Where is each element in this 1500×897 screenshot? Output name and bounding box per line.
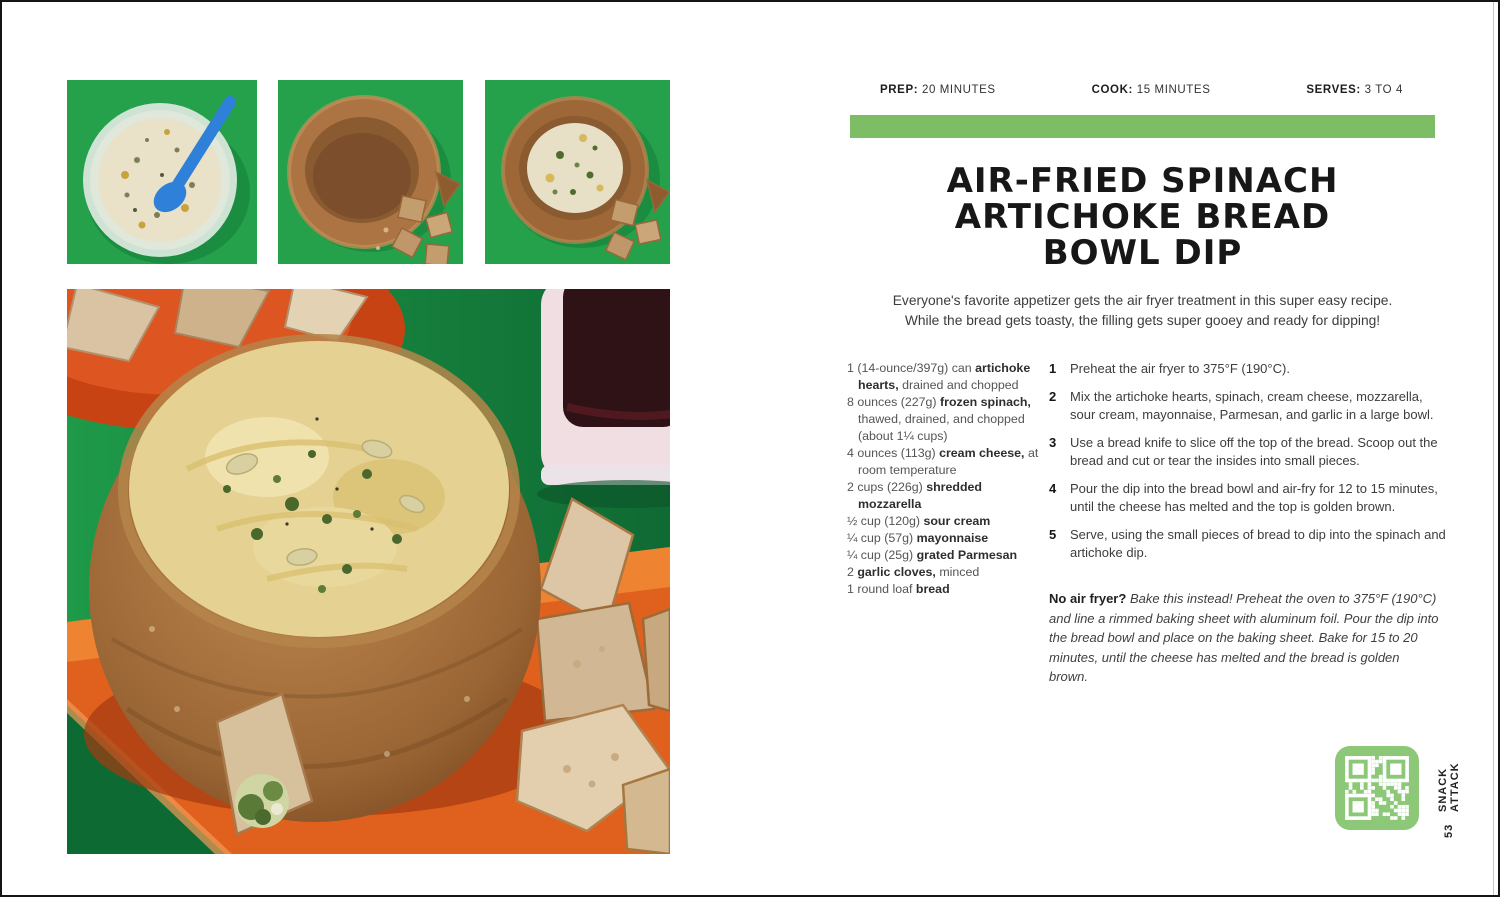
serves-label: SERVES:: [1306, 84, 1361, 96]
note-text: Bake this instead! Preheat the oven to 375°F (190°C) and line a rimmed baking sheet with aluminum foil. Pour the dip into the bread bowl and place on the baking sheet. Bake for 15 to 20 minutes, until the cheese has melted and the bread is golden brown.: [1049, 591, 1439, 684]
step-text: Use a bread knife to slice off the top of the bread. Scoop out the bread and cut or tear the insides into small pieces.: [1070, 434, 1438, 468]
step-number: 4: [1049, 480, 1057, 496]
qr-code-graphic: [1335, 742, 1419, 834]
title-line: BOWL DIP: [1042, 233, 1243, 273]
title-line: ARTICHOKE BREAD: [954, 197, 1331, 237]
serves: [1306, 84, 1403, 96]
qr-code: [1335, 742, 1419, 834]
page-edge-line: [1493, 2, 1494, 895]
step-number: 2: [1049, 388, 1057, 404]
hollowed-bread-illustration: [278, 80, 463, 264]
recipe-title: [850, 163, 1435, 271]
step-text: Pour the dip into the bread bowl and air-fry for 12 to 15 minutes, until the cheese has melted and the top is golden brown.: [1070, 480, 1438, 514]
steps-list: [1049, 360, 1447, 572]
recipe-step: [1049, 388, 1447, 425]
no-air-fryer-note: [1049, 589, 1441, 687]
note-label: No air fryer?: [1049, 591, 1127, 606]
recipe-intro: [830, 291, 1455, 330]
prep-label: PREP:: [880, 84, 919, 96]
cook-time: [1092, 84, 1211, 96]
recipe-step: [1049, 360, 1447, 379]
ingredient-line: 2 cups (226g) shredded mozzarella: [847, 480, 982, 511]
step-number: 3: [1049, 434, 1057, 450]
main-photo-illustration: [67, 289, 670, 854]
cook-label: COOK:: [1091, 84, 1133, 96]
air-fryer: [537, 289, 670, 508]
recipe-step: [1049, 434, 1447, 471]
filled-bread-illustration: [485, 80, 670, 264]
ingredient-line: ¼ cup (57g) mayonnaise: [847, 531, 989, 545]
main-photo-bread-bowl-dip: [67, 289, 670, 854]
section-title: SNACK ATTACK: [1437, 762, 1461, 812]
dip-bowl-illustration: [67, 80, 257, 264]
title-line: AIR-FRIED SPINACH: [946, 161, 1339, 201]
serves-value: 3 TO 4: [1364, 84, 1403, 96]
ingredient-line: 4 ounces (113g) cream cheese, at room temperature: [847, 446, 1039, 477]
bread-bowl: [89, 339, 541, 822]
ingredient-line: 1 round loaf bread: [847, 582, 950, 596]
step-number: 1: [1049, 361, 1057, 376]
intro-line: While the bread gets toasty, the filling gets super gooey and ready for dipping!: [904, 312, 1381, 328]
prep-time: [880, 84, 996, 96]
intro-line: Everyone's favorite appetizer gets the air fryer treatment in this super easy recipe.: [892, 293, 1393, 308]
step-text: Preheat the air fryer to 375°F (190°C).: [1070, 361, 1290, 376]
page-number: 53: [1443, 823, 1455, 838]
step-photo-dip-bowl: [67, 80, 257, 264]
accent-bar: [850, 115, 1435, 138]
ingredient-line: ¼ cup (25g) grated Parmesan: [847, 548, 1018, 562]
ingredient-line: 1 (14-ounce/397g) can artichoke hearts, drained and chopped: [847, 361, 1031, 392]
page-footer: [1437, 738, 1461, 838]
step-number: 5: [1049, 526, 1057, 542]
ingredients-list: [847, 360, 1045, 598]
recipe-meta: [850, 84, 1435, 96]
recipe-step: [1049, 526, 1447, 563]
prep-value: 20 MINUTES: [921, 84, 996, 96]
ingredient-line: ½ cup (120g) sour cream: [847, 514, 991, 528]
cook-value: 15 MINUTES: [1136, 84, 1211, 96]
ingredient-line: 2 garlic cloves, minced: [847, 565, 980, 579]
step-photo-hollowed-bread: [278, 80, 463, 264]
recipe-step: [1049, 480, 1447, 517]
step-text: Serve, using the small pieces of bread to dip into the spinach and artichoke dip.: [1070, 526, 1446, 560]
step-text: Mix the artichoke hearts, spinach, cream cheese, mozzarella, sour cream, mayonnaise, Parmesan, and garlic in a large bowl.: [1070, 388, 1434, 422]
ingredient-line: 8 ounces (227g) frozen spinach, thawed, drained, and chopped (about 1¼ cups): [847, 395, 1031, 443]
step-photo-filled-bread: [485, 80, 670, 264]
